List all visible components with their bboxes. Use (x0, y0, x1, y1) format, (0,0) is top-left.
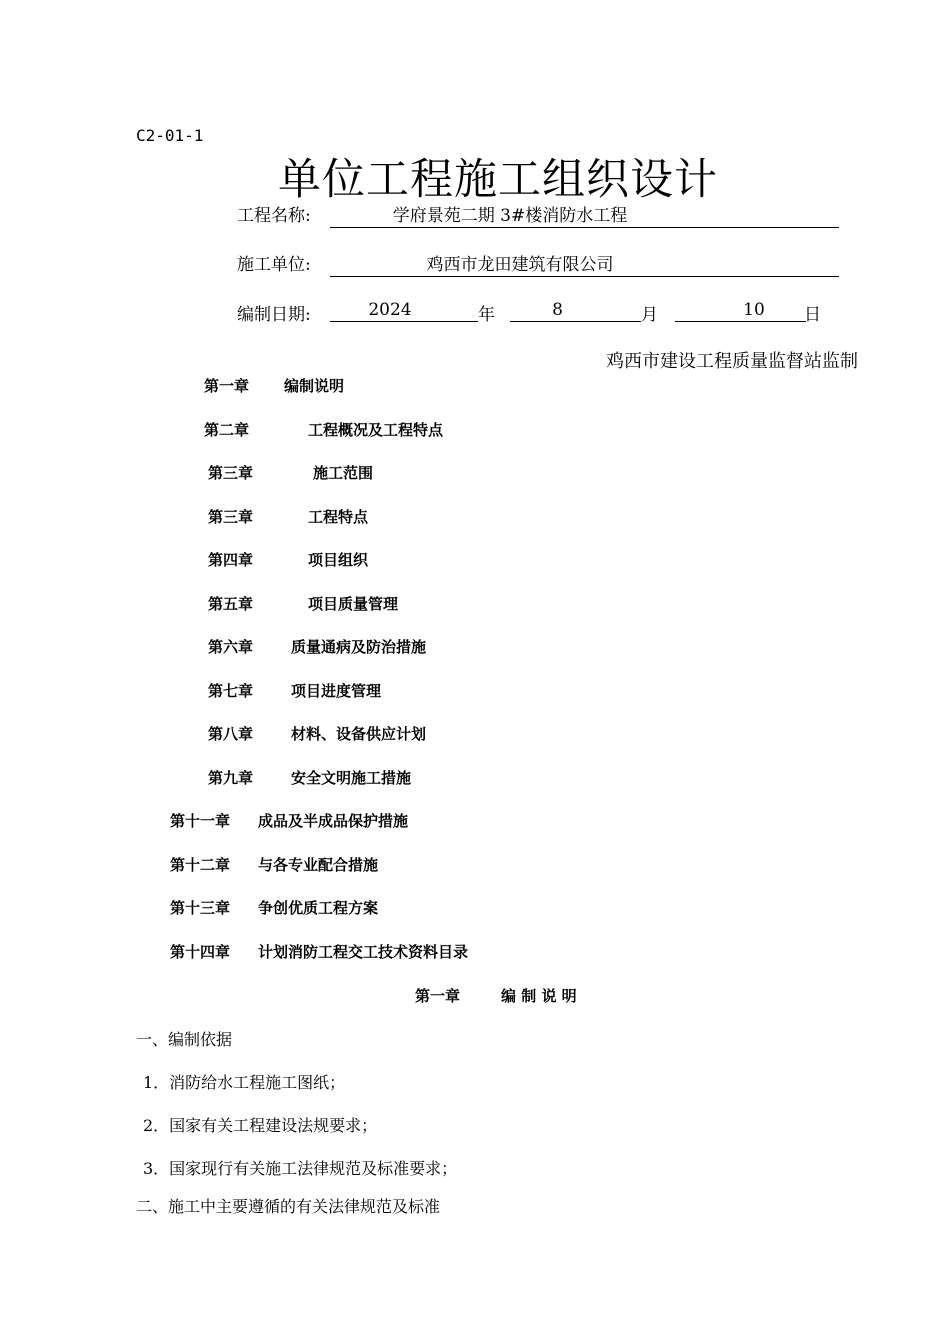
date-month: 8 (552, 300, 563, 320)
project-name-label: 工程名称: (237, 206, 311, 226)
toc-title: 工程特点 (308, 508, 369, 526)
date-month-unit: 月 (641, 305, 658, 325)
toc-chapter: 第三章 (208, 464, 254, 482)
contractor-underline (330, 276, 839, 277)
project-name-underline (330, 227, 839, 228)
date-year-unit: 年 (478, 305, 495, 325)
section-title: 编 制 说 明 (501, 987, 577, 1005)
toc-chapter: 第十二章 (170, 856, 231, 874)
toc-chapter: 第一章 (204, 377, 250, 395)
date-day-underline (675, 321, 806, 322)
toc-title: 质量通病及防治措施 (291, 638, 427, 656)
toc-title: 安全文明施工措施 (291, 769, 412, 787)
toc-title: 工程概况及工程特点 (308, 421, 444, 439)
date-day-unit: 日 (804, 305, 821, 325)
toc-chapter: 第九章 (208, 769, 254, 787)
toc-title: 项目组织 (308, 551, 369, 569)
date-month-underline (510, 321, 641, 322)
date-day: 10 (743, 300, 765, 320)
toc-chapter: 第十三章 (170, 899, 231, 917)
date-label: 编制日期: (237, 305, 311, 325)
document-code: C2-01-1 (136, 126, 204, 145)
toc-chapter: 第五章 (208, 595, 254, 613)
toc-chapter: 第八章 (208, 725, 254, 743)
date-year: 2024 (368, 300, 412, 320)
toc-title: 项目质量管理 (308, 595, 399, 613)
toc-chapter: 第三章 (208, 508, 254, 526)
section-heading-standards: 二、施工中主要遵循的有关法律规范及标准 (136, 1197, 441, 1216)
list-item: 2．国家有关工程建设法规要求； (143, 1116, 378, 1135)
list-item: 3．国家现行有关施工法律规范及标准要求； (143, 1159, 458, 1178)
project-name-value: 学府景苑二期 3#楼消防水工程 (392, 206, 628, 226)
toc-title: 与各专业配合措施 (258, 856, 379, 874)
toc-title: 材料、设备供应计划 (291, 725, 427, 743)
toc-chapter: 第十一章 (170, 812, 231, 830)
section-heading-basis: 一、编制依据 (136, 1030, 233, 1049)
toc-chapter: 第六章 (208, 638, 254, 656)
toc-title: 项目进度管理 (291, 682, 382, 700)
toc-title: 编制说明 (284, 377, 345, 395)
toc-chapter: 第二章 (204, 421, 250, 439)
toc-chapter: 第四章 (208, 551, 254, 569)
date-year-underline (330, 321, 478, 322)
toc-chapter: 第七章 (208, 682, 254, 700)
document-title: 单位工程施工组织设计 (278, 155, 718, 205)
list-item: 1．消防给水工程施工图纸； (143, 1073, 346, 1092)
toc-title: 争创优质工程方案 (258, 899, 379, 917)
section-chapter: 第一章 (415, 987, 461, 1005)
contractor-value: 鸡西市龙田建筑有限公司 (426, 255, 614, 275)
toc-title: 施工范围 (313, 464, 374, 482)
supervisor-line: 鸡西市建设工程质量监督站监制 (606, 351, 858, 372)
toc-chapter: 第十四章 (170, 943, 231, 961)
contractor-label: 施工单位: (237, 255, 311, 275)
toc-title: 计划消防工程交工技术资料目录 (258, 943, 469, 961)
toc-title: 成品及半成品保护措施 (258, 812, 409, 830)
